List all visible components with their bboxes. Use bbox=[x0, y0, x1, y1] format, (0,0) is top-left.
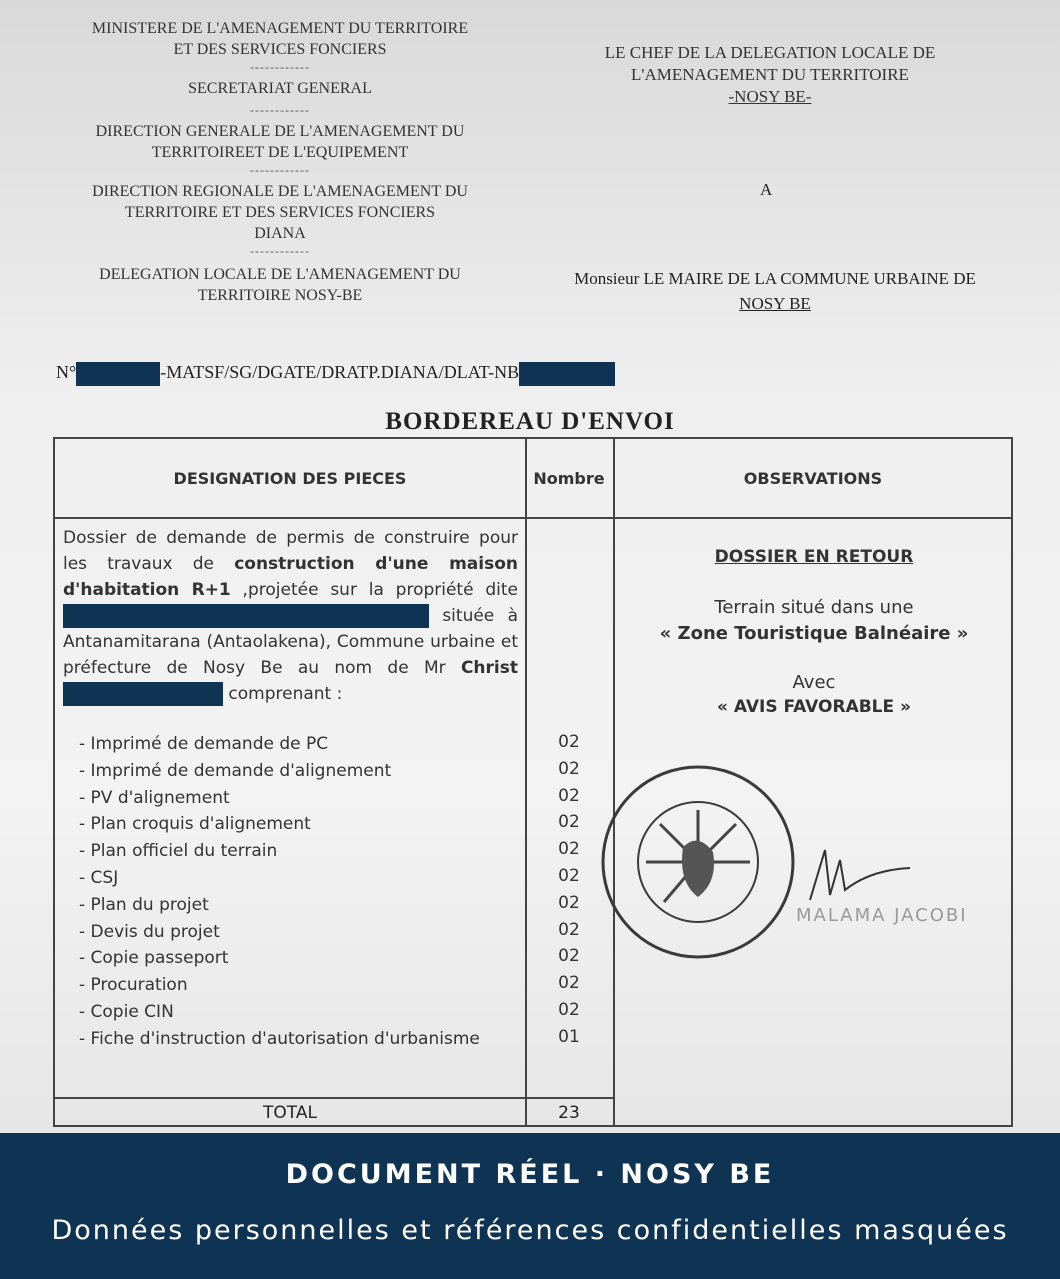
dossier-description bbox=[63, 525, 518, 707]
observation-line: « AVIS FAVORABLE » bbox=[716, 697, 912, 717]
redaction-mask bbox=[63, 604, 429, 628]
piece-item: - Fiche d'instruction d'autorisation d'urbanisme bbox=[79, 1028, 480, 1049]
official-stamp bbox=[598, 762, 798, 962]
direction-line: DIANA bbox=[254, 225, 306, 242]
document-title: BORDEREAU D'ENVOI bbox=[385, 408, 675, 435]
delegation-line: TERRITOIRE NOSY-BE bbox=[197, 287, 363, 304]
description-bold: Christ bbox=[460, 658, 518, 678]
piece-count: 02 bbox=[558, 865, 580, 886]
piece-item: - Procuration bbox=[79, 975, 188, 996]
piece-count: 02 bbox=[558, 785, 580, 806]
piece-count: 02 bbox=[558, 812, 580, 833]
reference-number bbox=[56, 362, 615, 386]
piece-item: - Copie CIN bbox=[79, 1001, 174, 1022]
direction-line: DIRECTION REGIONALE DE L'AMENAGEMENT DU bbox=[92, 183, 468, 200]
observation-line: Terrain situé dans une bbox=[714, 597, 914, 618]
signatory-name: MALAMA JACOBI bbox=[796, 905, 968, 926]
direction-line: TERRITOIRE ET DES SERVICES FONCIERS bbox=[124, 204, 436, 221]
piece-item: - Plan croquis d'alignement bbox=[79, 814, 311, 835]
delegation-name bbox=[40, 264, 520, 306]
separator: ------------ bbox=[250, 60, 310, 74]
header-designation: DESIGNATION DES PIECES bbox=[173, 469, 407, 488]
piece-item: - CSJ bbox=[79, 867, 119, 888]
ministry-line: MINISTERE DE L'AMENAGEMENT DU TERRITOIRE bbox=[91, 20, 469, 37]
description-text: située à Antanamitarana (Antaolakena), Commune urbaine et préfecture de Nosy Be au nom de Mr bbox=[63, 606, 518, 678]
observation-status: DOSSIER EN RETOUR bbox=[714, 547, 914, 567]
recipient-line: Monsieur LE MAIRE DE LA COMMUNE URBAINE DE bbox=[574, 269, 976, 288]
piece-item: - Imprimé de demande d'alignement bbox=[79, 760, 392, 781]
pieces-list bbox=[79, 731, 519, 1053]
redaction-mask bbox=[63, 682, 223, 706]
piece-item: - Plan officiel du terrain bbox=[79, 841, 278, 862]
description-text: comprenant : bbox=[223, 684, 343, 704]
total-divider bbox=[55, 1097, 613, 1099]
observation-line: Avec bbox=[792, 672, 836, 693]
delegation-line: DELEGATION LOCALE DE L'AMENAGEMENT DU bbox=[99, 266, 461, 283]
caption-banner bbox=[0, 1133, 1060, 1279]
banner-title: DOCUMENT RÉEL · NOSY BE bbox=[285, 1159, 775, 1190]
observation-line: « Zone Touristique Balnéaire » bbox=[659, 623, 969, 644]
redaction-mask bbox=[519, 362, 615, 386]
piece-item: - Imprimé de demande de PC bbox=[79, 734, 329, 754]
piece-count: 02 bbox=[558, 732, 580, 752]
issuer-header bbox=[40, 18, 520, 306]
banner-subtitle: Données personnelles et références confidentielles masquées bbox=[51, 1215, 1009, 1246]
recipient-block bbox=[530, 266, 1020, 316]
piece-count: 02 bbox=[558, 758, 580, 779]
sender-block bbox=[560, 42, 980, 108]
sender-line: LE CHEF DE LA DELEGATION LOCALE DE bbox=[604, 43, 936, 62]
secretariat-name: SECRETARIAT GENERAL bbox=[188, 80, 372, 97]
piece-item: - PV d'alignement bbox=[79, 787, 230, 808]
piece-count: 02 bbox=[558, 946, 580, 967]
separator: ------------ bbox=[250, 163, 310, 177]
separator: ------------ bbox=[250, 103, 310, 117]
recipient-location: NOSY BE bbox=[739, 294, 811, 313]
piece-count: 02 bbox=[558, 973, 580, 994]
piece-count: 01 bbox=[558, 1026, 580, 1047]
piece-count: 02 bbox=[558, 839, 580, 860]
piece-item: - Devis du projet bbox=[79, 921, 220, 942]
description-bold: construction d'une maison d'habitation R+1 bbox=[63, 554, 519, 600]
sender-location: -NOSY BE- bbox=[728, 87, 812, 106]
ministry-name bbox=[40, 18, 520, 60]
piece-count: 02 bbox=[558, 999, 580, 1020]
header-divider bbox=[55, 517, 1011, 519]
direction-generale bbox=[40, 121, 520, 163]
description-text: ,projetée sur la propriété dite bbox=[230, 580, 518, 600]
addressee-marker: A bbox=[760, 180, 773, 199]
direction-line: DIRECTION GENERALE DE L'AMENAGEMENT DU bbox=[95, 123, 465, 140]
piece-count: 02 bbox=[558, 919, 580, 940]
piece-count: 02 bbox=[558, 892, 580, 913]
sender-line: L'AMENAGEMENT DU TERRITOIRE bbox=[631, 65, 909, 84]
reference-prefix: N° bbox=[56, 362, 77, 383]
total-value: 23 bbox=[558, 1103, 580, 1123]
pieces-table bbox=[53, 437, 1013, 1127]
separator: ------------ bbox=[250, 244, 310, 258]
description-text: Dossier de demande de permis de construire pour les travaux de bbox=[63, 528, 518, 574]
redaction-mask bbox=[76, 362, 160, 386]
header-nombre: Nombre bbox=[533, 469, 605, 488]
direction-line: TERRITOIREET DE L'EQUIPEMENT bbox=[151, 144, 409, 161]
reference-body: -MATSF/SG/DGATE/DRATP.DIANA/DLAT-NB bbox=[160, 362, 520, 383]
direction-regionale bbox=[40, 181, 520, 244]
ministry-line: ET DES SERVICES FONCIERS bbox=[173, 41, 387, 58]
piece-item: - Plan du projet bbox=[79, 894, 209, 915]
piece-item: - Copie passeport bbox=[79, 948, 229, 969]
header-observations: OBSERVATIONS bbox=[743, 469, 883, 488]
total-label: TOTAL bbox=[263, 1103, 317, 1123]
